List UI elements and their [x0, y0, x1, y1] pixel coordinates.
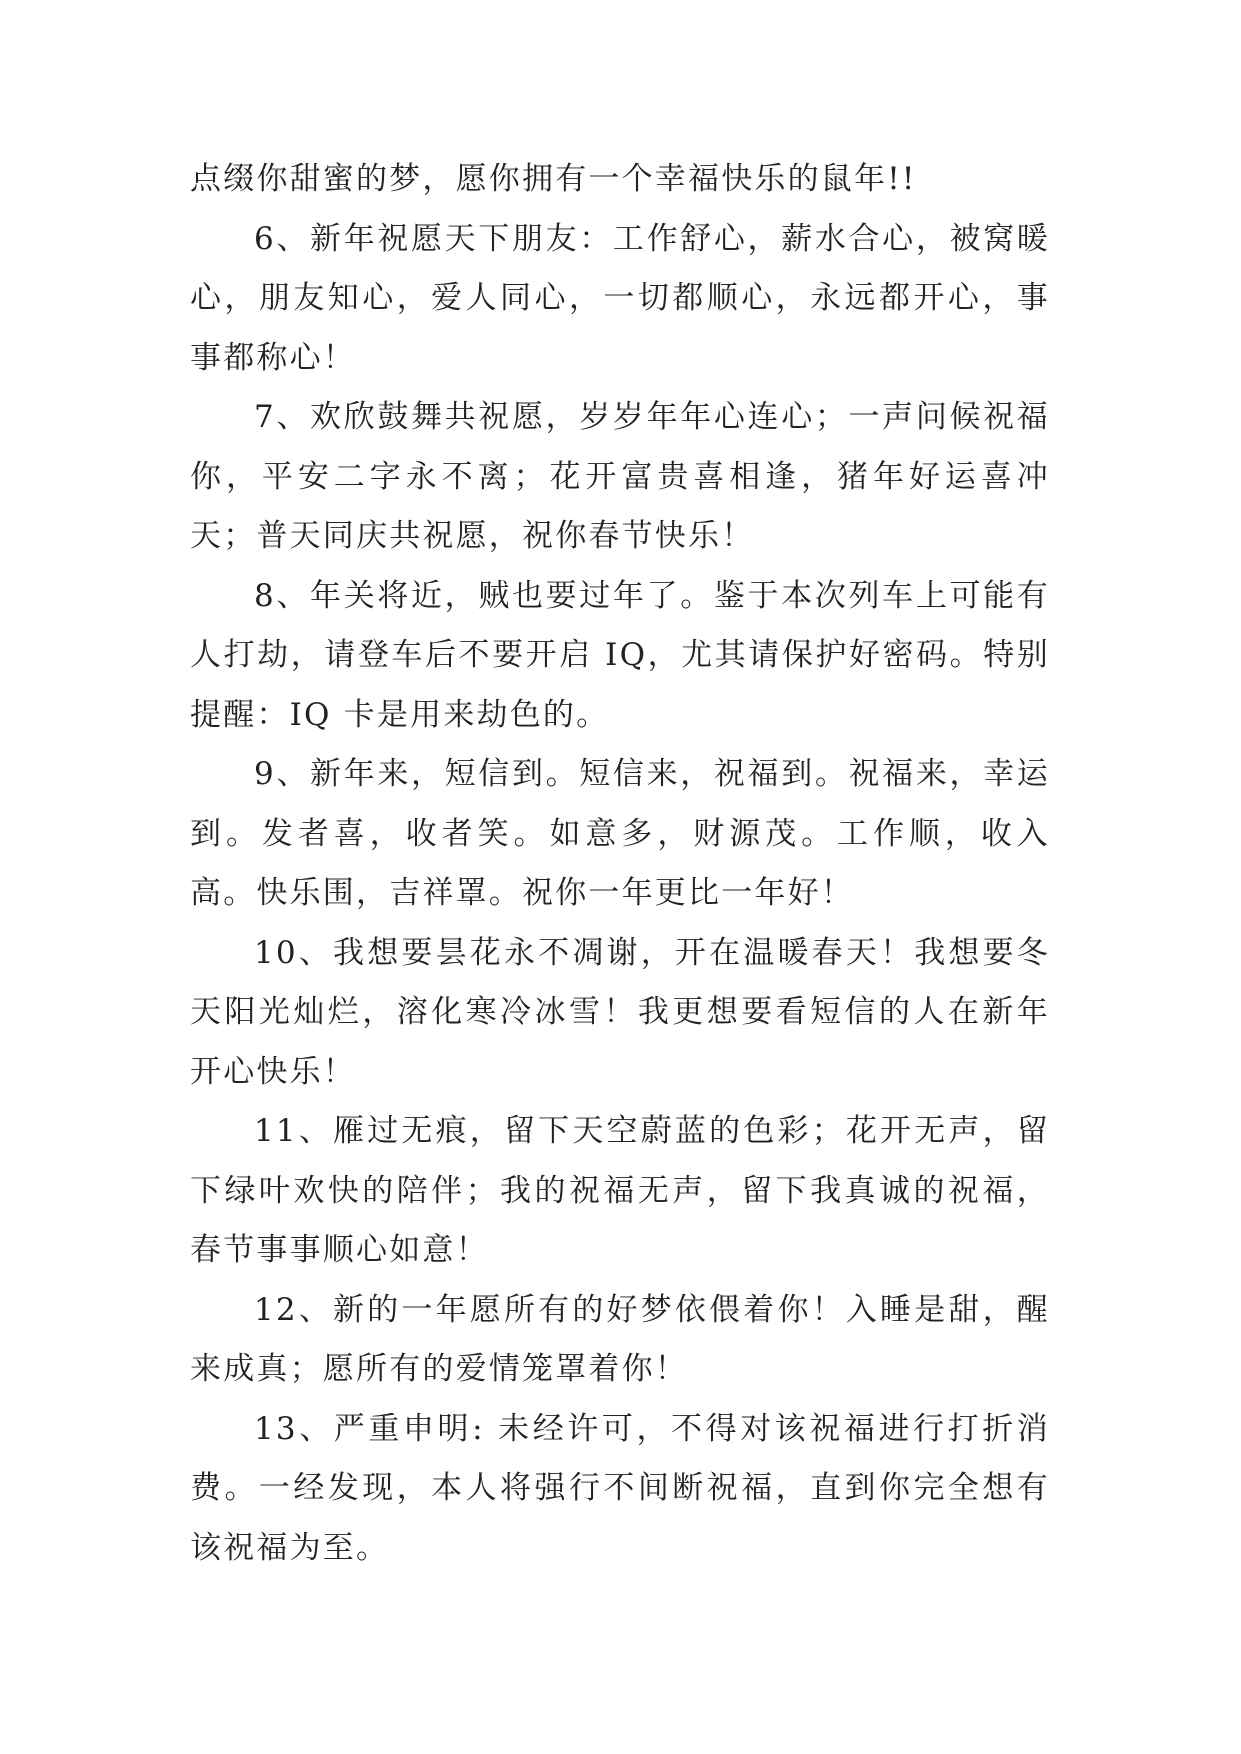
- paragraph-wish-12: 12、新的一年愿所有的好梦依偎着你！入睡是甜，醒来成真；愿所有的爱情笼罩着你！: [190, 1291, 1050, 1387]
- document-body: [190, 150, 1050, 1578]
- paragraph-wish-10: 10、我想要昙花永不凋谢，开在温暖春天！我想要冬天阳光灿烂，溶化寒冷冰雪！我更想要看短信的人在新年开心快乐！: [190, 934, 1050, 1090]
- paragraph-continuation: 点缀你甜蜜的梦，愿你拥有一个幸福快乐的鼠年!!: [190, 161, 917, 197]
- paragraph-wish-7: 7、欢欣鼓舞共祝愿，岁岁年年心连心；一声问候祝福你，平安二字永不离；花开富贵喜相逢，猪年好运喜冲天；普天同庆共祝愿，祝你春节快乐！: [190, 399, 1050, 554]
- paragraph-wish-13: 13、严重申明: 未经许可，不得对该祝福进行打折消费。一经发现，本人将强行不间断祝福，直到你完全想有该祝福为至。: [190, 1410, 1050, 1566]
- paragraph-wish-6: 6、新年祝愿天下朋友：工作舒心，薪水合心，被窝暖心，朋友知心，爱人同心，一切都顺心，永远都开心，事事都称心！: [190, 220, 1050, 376]
- paragraph-wish-8: 8、年关将近，贼也要过年了。鉴于本次列车上可能有人打劫，请登车后不要开启 IQ，尤其请保护好密码。特别提醒：IQ 卡是用来劫色的。: [190, 577, 1050, 733]
- paragraph-wish-11: 11、雁过无痕，留下天空蔚蓝的色彩；花开无声，留下绿叶欢快的陪伴；我的祝福无声，留下我真诚的祝福，春节事事顺心如意！: [190, 1113, 1050, 1268]
- paragraph-wish-9: 9、新年来，短信到。短信来，祝福到。祝福来，幸运到。发者喜，收者笑。如意多，财源茂。工作顺，收入高。快乐围，吉祥罩。祝你一年更比一年好！: [190, 756, 1050, 911]
